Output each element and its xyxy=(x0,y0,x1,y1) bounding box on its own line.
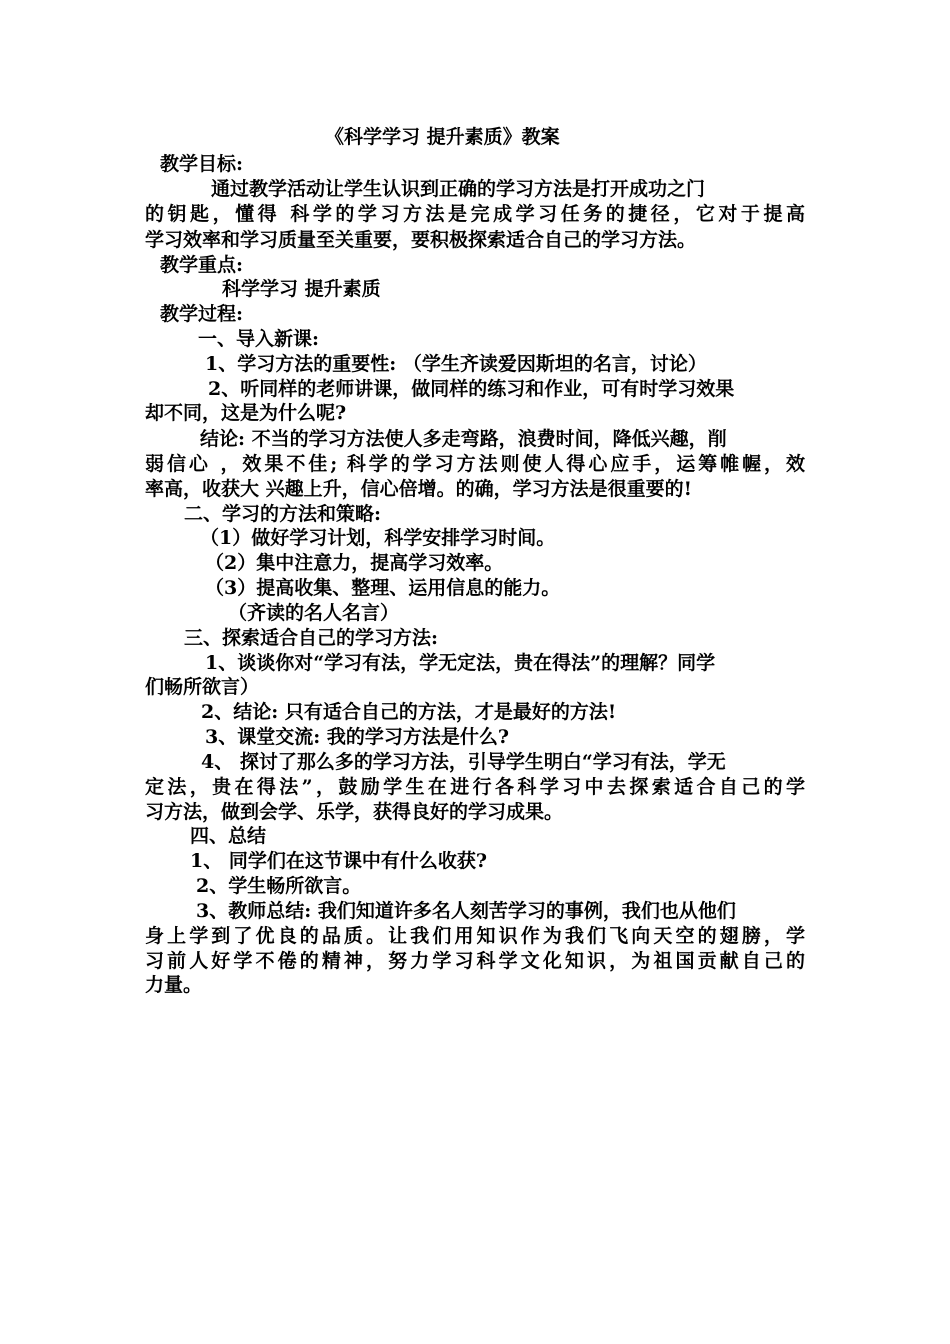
section-2-item-1: （1）做好学习计划，科学安排学习时间。 xyxy=(200,527,556,549)
section-3-item-1-line-1: 1、谈谈你对“学习有法，学无定法，贵在得法”的理解？同学 xyxy=(205,652,716,674)
objective-line-2: 的钥匙，懂得 科学的学习方法是完成学习任务的捷径，它对于提高 xyxy=(145,203,805,225)
section-3-item-2: 2、结论: 只有适合自己的方法，才是最好的方法! xyxy=(201,701,617,723)
section-1-item-2-line-2: 却不同，这是为什么呢? xyxy=(145,402,347,424)
section-2-item-2: （2）集中注意力，提高学习效率。 xyxy=(205,552,504,574)
section-4-item-3-line-3: 习前人好学不倦的精神，努力学习科学文化知识，为祖国贡献自己的 xyxy=(145,950,805,972)
section-1-conclusion-line-1: 结论: 不当的学习方法使人多走弯路，浪费时间，降低兴趣，削 xyxy=(200,428,727,450)
key-heading: 教学重点: xyxy=(160,254,244,276)
objective-heading: 教学目标: xyxy=(160,153,244,175)
section-4-heading: 四、总结 xyxy=(190,825,267,847)
section-3-heading: 三、探索适合自己的学习方法: xyxy=(184,627,439,649)
section-2-note: （齐读的名人名言） xyxy=(228,602,400,624)
section-3-item-1-line-2: 们畅所欲言） xyxy=(145,676,260,698)
process-heading: 教学过程: xyxy=(160,303,244,325)
section-4-item-3-line-2: 身上学到了优良的品质。让我们用知识作为我们飞向天空的翅膀，学 xyxy=(145,925,805,947)
document-title: 《科学学习 提升素质》教案 xyxy=(325,126,560,148)
section-4-item-2: 2、学生畅所欲言。 xyxy=(196,875,362,897)
objective-line-3: 学习效率和学习质量至关重要，要积极探索适合自己的学习方法。 xyxy=(145,229,697,251)
section-3-item-3: 3、课堂交流: 我的学习方法是什么? xyxy=(205,726,509,748)
key-text: 科学学习 提升素质 xyxy=(222,278,381,300)
section-1-item-2-line-1: 2、听同样的老师讲课，做同样的练习和作业，可有时学习效果 xyxy=(208,378,735,400)
section-2-heading: 二、学习的方法和策略: xyxy=(184,503,382,525)
section-3-item-4-line-3: 习方法，做到会学、乐学，获得良好的学习成果。 xyxy=(145,801,564,823)
section-4-item-1: 1、 同学们在这节课中有什么收获? xyxy=(190,850,487,872)
section-1-heading: 一、导入新课: xyxy=(198,328,320,350)
section-3-item-4-line-1: 4、 探讨了那么多的学习方法，引导学生明白“学习有法，学无 xyxy=(201,751,726,773)
section-4-item-3-line-1: 3、教师总结: 我们知道许多名人刻苦学习的事例，我们也从他们 xyxy=(196,900,736,922)
section-3-item-4-line-2: 定法，贵在得法”，鼓励学生在进行各科学习中去探索适合自己的学 xyxy=(145,776,805,798)
section-1-item-1: 1、学习方法的重要性: （学生齐读爱因斯坦的名言，讨论） xyxy=(205,353,707,375)
section-4-item-3-line-4: 力量。 xyxy=(145,974,203,996)
section-1-conclusion-line-2: 弱信心 ，效果不佳; 科学的学习方法则使人得心应手，运筹帷幄，效 xyxy=(145,453,805,475)
section-1-conclusion-line-3: 率高，收获大 兴趣上升，信心倍增。的确，学习方法是很重要的! xyxy=(145,478,692,500)
objective-line-1: 通过教学活动让学生认识到正确的学习方法是打开成功之门 xyxy=(211,178,706,200)
section-2-item-3: （3）提高收集、整理、运用信息的能力。 xyxy=(205,577,561,599)
